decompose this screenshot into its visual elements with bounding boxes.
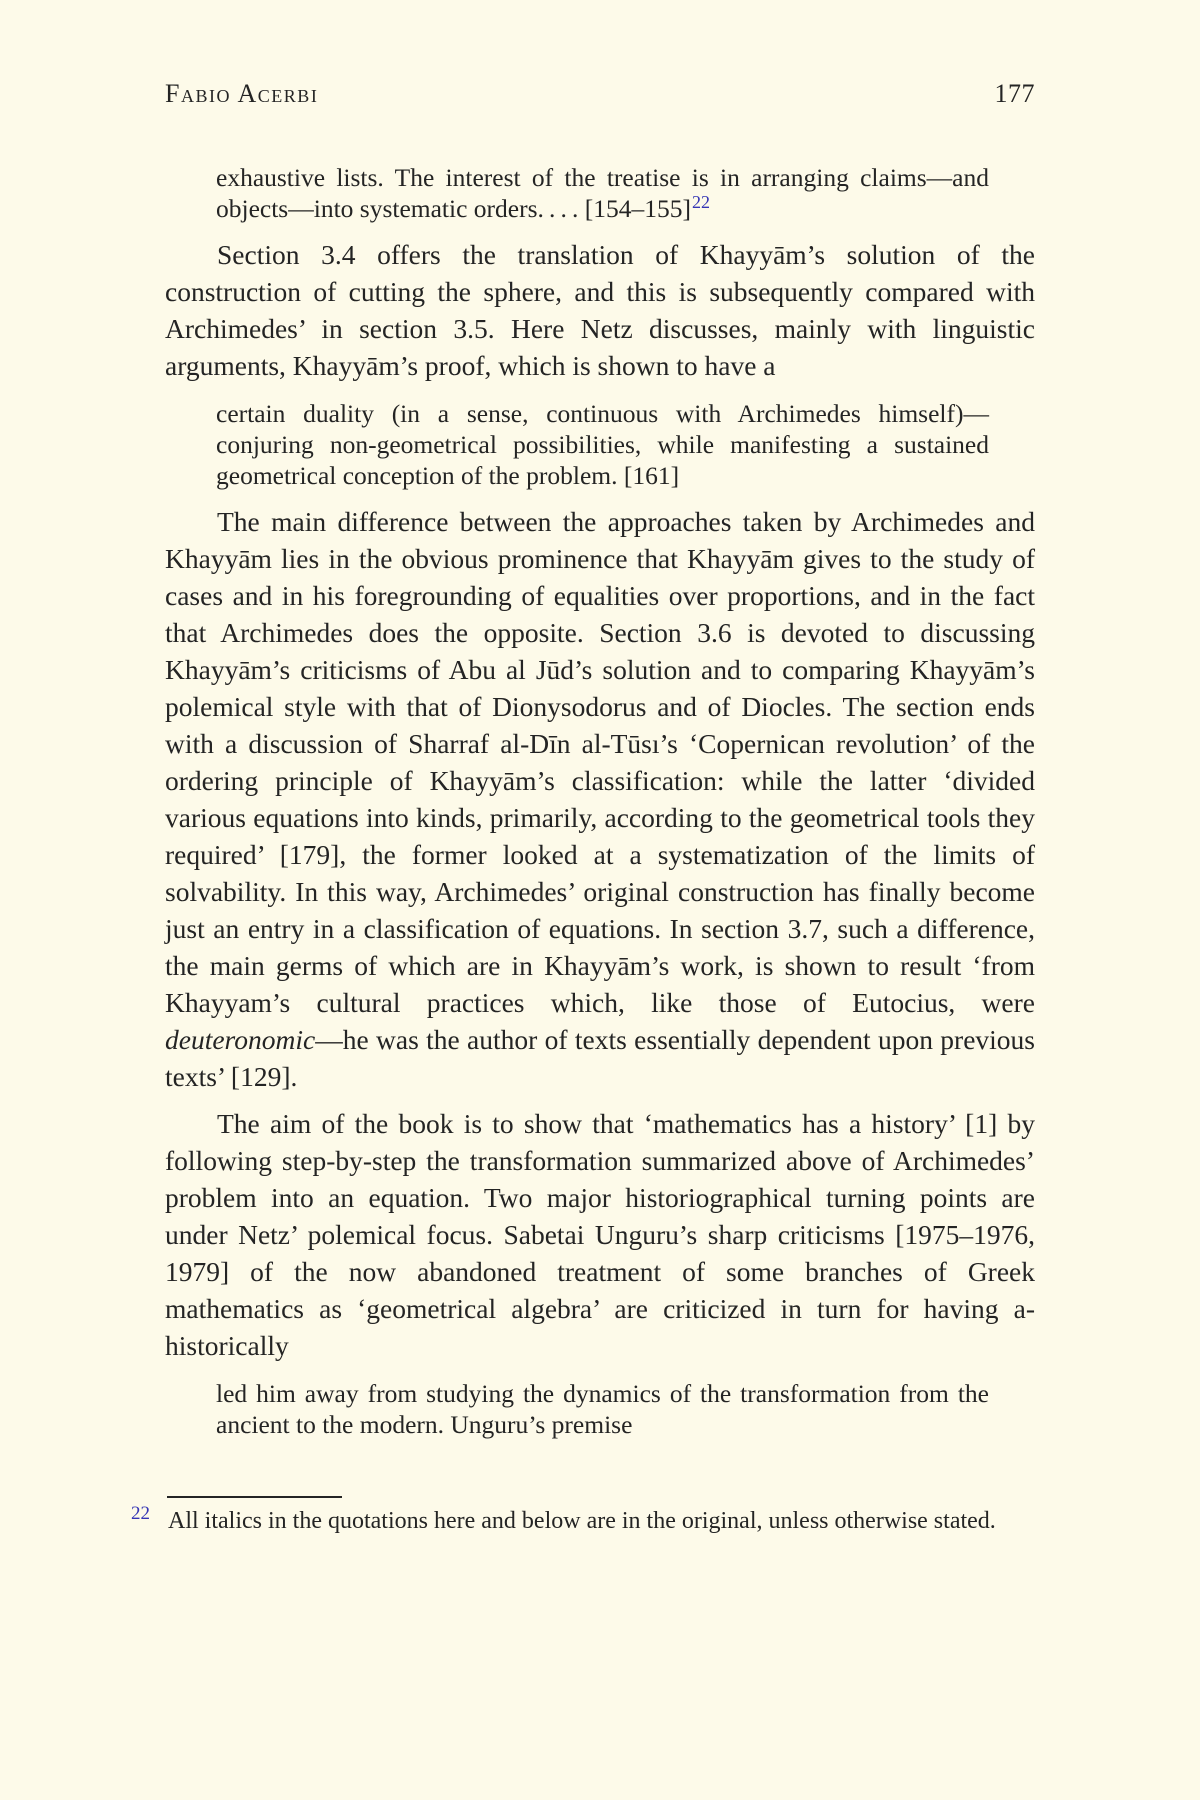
running-header — [165, 80, 1035, 108]
paragraph-main-difference-text: The main difference between the approaches taken by Archimedes and Khayyām lies in the obvious prominence that Khayyām gives to the study of cases and in his foregrounding of equalities over proportions, and in the fact that Archimedes does the opposite. Section 3.6 is devoted to discussing Khayyām’s criticisms of Abu al Jūd’s solution and to comparing Khayyām’s polemical style with that of Dionysodorus and of Diocles. The section ends with a discussion of Sharraf al-Dīn al-Tūsı’s ‘Copernican revolution’ of the ordering principle of Khayyām’s classification: while the latter ‘divided various equations into kinds, primarily, according to the geometrical tools they required’ [179], the former looked at a systematization of the limits of solvability. In this way, Archimedes’ original construction has finally become just an entry in a classification of equations. In section 3.7, such a difference, the main germs of which are in Khayyām’s work, is shown to result ‘from Khayyam’s cultural practices which, like those of Eutocius, were — [165, 506, 1035, 1018]
footnote-reference-22[interactable]: 22 — [691, 191, 710, 212]
footnote-22-text: All italics in the quotations here and below are in the original, unless otherwise stated. — [168, 1508, 996, 1534]
block-quote-1-text: exhaustive lists. The interest of the treatise is in arranging claims—and objects—into systematic orders. . . . [154–155] — [216, 163, 989, 223]
paragraph-main-difference — [165, 503, 1035, 1095]
block-quote-3: led him away from studying the dynamics of the transformation from the ancient to the modern. Unguru’s premise — [216, 1379, 989, 1439]
footnote-rule — [167, 1496, 342, 1498]
paragraph-main-difference-continued: —he was the author of texts essentially dependent upon previous texts’ [129]. — [165, 1024, 1035, 1092]
footnote-22 — [131, 1503, 1052, 1537]
footnote-area — [0, 1482, 1200, 1800]
page-number: 177 — [994, 79, 1035, 108]
italic-term-deuteronomic: deuteronomic — [165, 1024, 316, 1055]
block-quote-2: certain duality (in a sense, continuous with Archimedes himself)—conjuring non-geometrical possibilities, while manifesting a sustained geometrical conception of the problem. [161] — [216, 399, 989, 490]
running-header-author: Fabio Acerbi — [165, 79, 319, 108]
paragraph-section-3-4: Section 3.4 offers the translation of Khayyām’s solution of the construction of cutting the sphere, and this is subsequently compared with Archimedes’ in section 3.5. Here Netz discusses, mainly with linguistic arguments, Khayyām’s proof, which is shown to have a — [165, 239, 1035, 381]
block-quote-1 — [216, 162, 989, 224]
footnote-22-marker[interactable]: 22 — [131, 1503, 150, 1524]
text-column — [165, 80, 1035, 1452]
paragraph-aim-of-book: The aim of the book is to show that ‘mathematics has a history’ [1] by following step-by-step the transformation summarized above of Archimedes’ problem into an equation. Two major historiographical turning points are under Netz’ polemical focus. Sabetai Unguru’s sharp criticisms [1975–1976, 1979] of the now abandoned treatment of some branches of Greek mathematics as ‘geometrical algebra’ are criticized in turn for having a-historically — [165, 1108, 1035, 1361]
